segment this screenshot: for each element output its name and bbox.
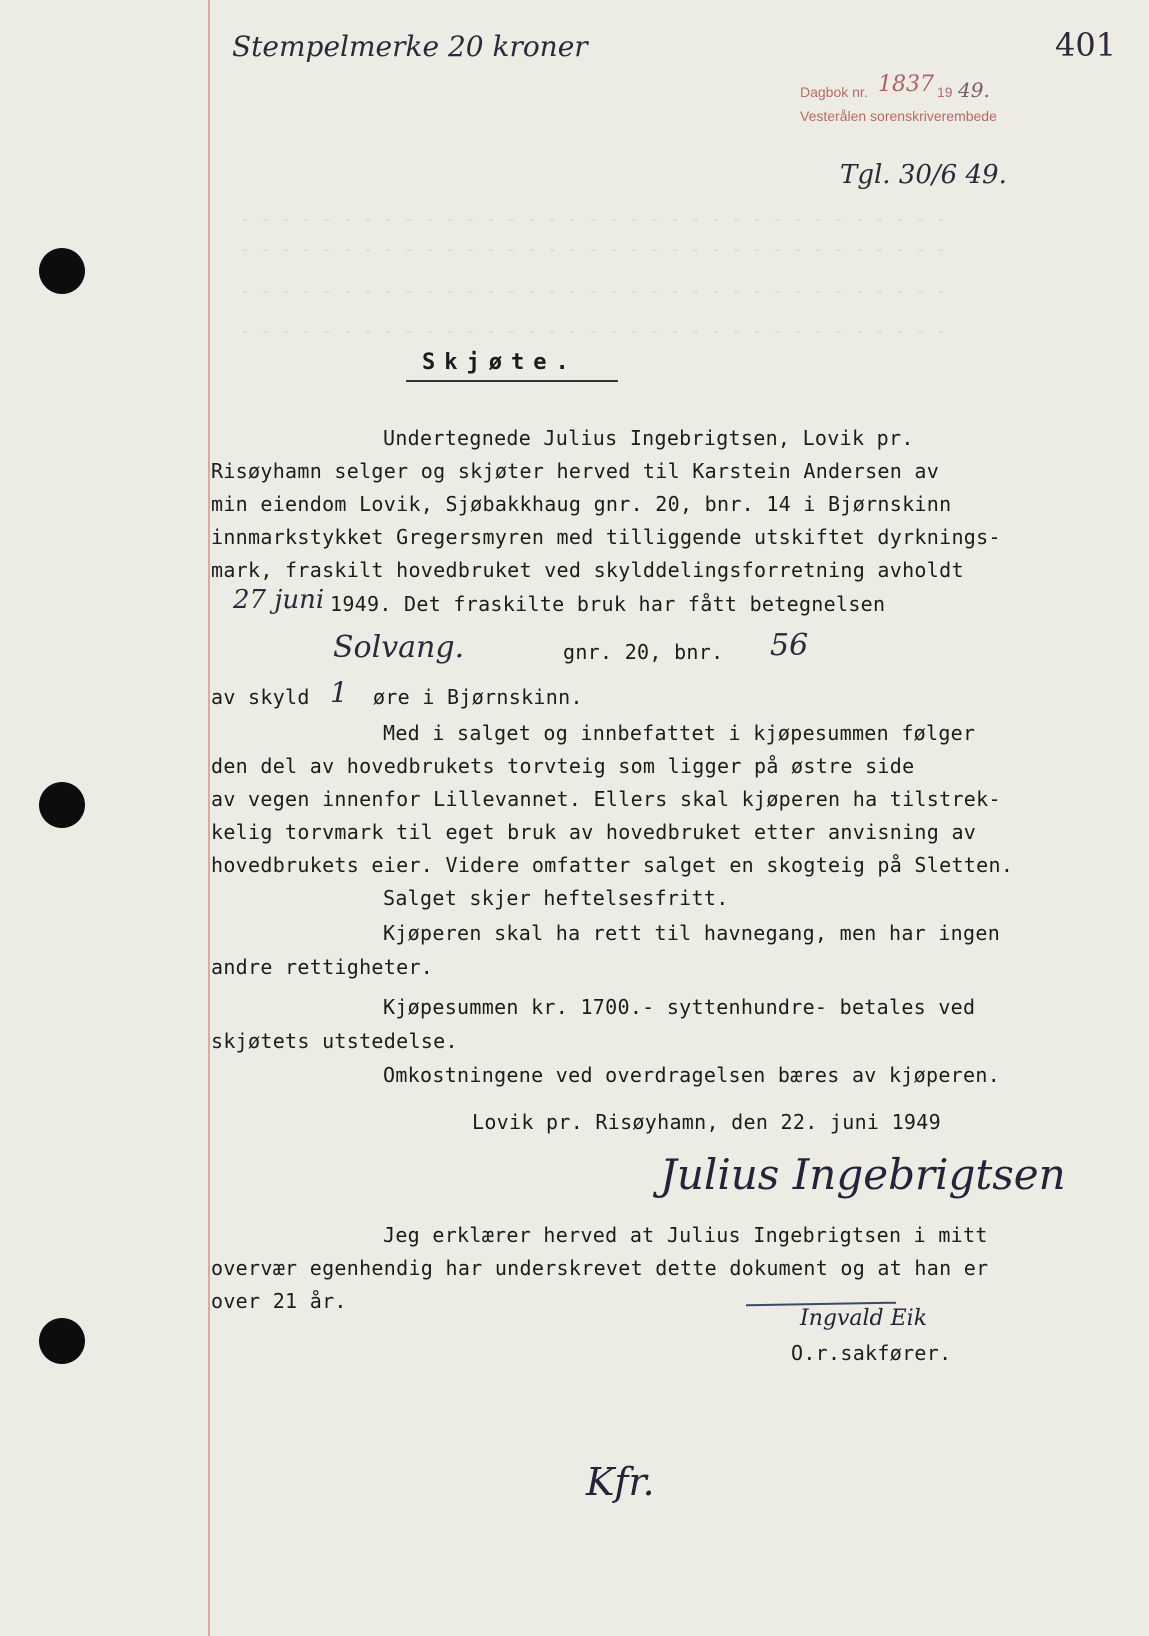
body-line: Kjøpesummen kr. 1700.- syttenhundre- betales ved xyxy=(383,995,976,1019)
punch-hole-middle xyxy=(39,782,85,828)
handwritten-skyld: 1 xyxy=(330,676,348,709)
body-line: den del av hovedbrukets torvteig som ligger på østre side xyxy=(211,754,915,778)
body-line: Omkostningene ved overdragelsen bæres av kjøperen. xyxy=(383,1063,1001,1087)
handwritten-farm-name: Solvang. xyxy=(333,630,465,665)
body-line: av skyld xyxy=(211,685,310,709)
body-line: skjøtets utstedelse. xyxy=(211,1029,458,1053)
seller-signature: Julius Ingebrigtsen xyxy=(660,1150,1066,1199)
body-line: øre i Bjørnskinn. xyxy=(373,685,583,709)
witness-line: over 21 år. xyxy=(211,1289,347,1313)
stamp-dagbok-number: 1837 xyxy=(878,72,934,97)
document-page: Stempelmerke 20 kroner 401 Dagbok nr. 1837 19 49. Vesterålen sorenskriverembede Tgl. 30/6 49. - - - - - - - - - - - - - - - - - - - - - - - - - - - - - - - - - - - - - - - - - - - - - - - - - - - - - - - - - - - - - - - - - - - - - - - - - - - - - - - - - - - - - - - - - - - - - - - - - - - - - - - - - - - - - - - - - - - - - - - - - - - - - - - - - - - - - - - - - - - - Skjøte. Undertegnede Julius Ingebrigtsen, Lovik pr. Risøyhamn selger og skjøter herved til Karstein Andersen av min eiendom Lovik, Sjøbakkhaug gnr. 20, bnr. 14 i Bjørnskinn innmarkstykket Gregersmyren med tilliggende utskiftet dyrknings- mark, fraskilt hovedbruket ved skylddelingsforretning avholdt 27 juni 1949. Det fraskilte bruk har fått betegnelsen Solvang. gnr. 20, bnr. 56 av skyld 1 øre i Bjørnskinn. Med i salget og innbefattet i kjøpesummen følger den del av hovedbrukets torvteig som ligger på østre side av vegen innenfor Lillevannet. Ellers skal kjøperen ha tilstrek- kelig torvmark til eget bruk av hovedbruket etter anvisning av hovedbrukets eier. Videre omfatter salget en skogteig på Sletten. Salget skjer heftelsesfritt. Kjøperen skal ha rett til havnegang, men har ingen andre rettigheter. Kjøpesummen kr. 1700.- syttenhundre- betales ved skjøtets utstedelse. Omkostningene ved overdragelsen bæres av kjøperen. Lovik pr. Risøyhamn, den 22. juni 1949 Julius Ingebrigtsen Jeg erklærer herved at Julius Ingebrigtsen i mitt overvær egenhendig har underskrevet dette dokument og at han er over 21 år. Ingvald Eik O.r.sakfører. Kfr. xyxy=(0,0,1149,1636)
registered-note: Tgl. 30/6 49. xyxy=(840,160,1007,190)
body-line: gnr. 20, bnr. xyxy=(563,640,724,664)
witness-title: O.r.sakfører. xyxy=(791,1341,952,1365)
body-line: av vegen innenfor Lillevannet. Ellers skal kjøperen ha tilstrek- xyxy=(211,787,1001,811)
body-line: 1949. Det fraskilte bruk har fått betegnelsen xyxy=(330,592,886,616)
body-line: innmarkstykket Gregersmyren med tilliggende utskiftet dyrknings- xyxy=(211,525,1001,549)
handwritten-bnr: 56 xyxy=(770,628,809,663)
title-underline xyxy=(406,380,618,382)
witness-signature: Ingvald Eik xyxy=(800,1306,928,1331)
body-line: hovedbrukets eier. Videre omfatter salget en skogteig på Sletten. xyxy=(211,853,1014,877)
body-line: Kjøperen skal ha rett til havnegang, men har ingen xyxy=(383,921,1001,945)
witness-line: overvær egenhendig har underskrevet dette dokument og at han er xyxy=(211,1256,989,1280)
witness-line: Jeg erklærer herved at Julius Ingebrigtsen i mitt xyxy=(383,1223,988,1247)
stamp-dagbok-label: Dagbok nr. xyxy=(800,84,868,100)
initials: Kfr. xyxy=(586,1460,655,1504)
punch-hole-bottom xyxy=(39,1318,85,1364)
handwritten-date: 27 juni xyxy=(233,585,325,615)
place-date: Lovik pr. Risøyhamn, den 22. juni 1949 xyxy=(472,1110,941,1134)
body-line: kelig torvmark til eget bruk av hovedbruket etter anvisning av xyxy=(211,820,977,844)
punch-hole-top xyxy=(39,248,85,294)
body-line: mark, fraskilt hovedbruket ved skylddelingsforretning avholdt xyxy=(211,558,964,582)
stamp-duty-note: Stempelmerke 20 kroner xyxy=(232,30,588,63)
page-number: 401 xyxy=(1055,26,1117,64)
body-line: Med i salget og innbefattet i kjøpesummen følger xyxy=(383,721,976,745)
body-line: Risøyhamn selger og skjøter herved til Karstein Andersen av xyxy=(211,459,940,483)
stamp-year-suffix: 49. xyxy=(958,78,990,102)
body-line: andre rettigheter. xyxy=(211,955,434,979)
document-title: Skjøte. xyxy=(422,350,578,375)
margin-line xyxy=(208,0,210,1636)
body-line: min eiendom Lovik, Sjøbakkhaug gnr. 20, bnr. 14 i Bjørnskinn xyxy=(211,492,952,516)
body-line: Salget skjer heftelsesfritt. xyxy=(383,886,729,910)
stamp-office: Vesterålen sorenskriverembede xyxy=(800,108,997,124)
stamp-year-prefix: 19 xyxy=(937,84,953,100)
body-line: Undertegnede Julius Ingebrigtsen, Lovik pr. xyxy=(383,426,914,450)
